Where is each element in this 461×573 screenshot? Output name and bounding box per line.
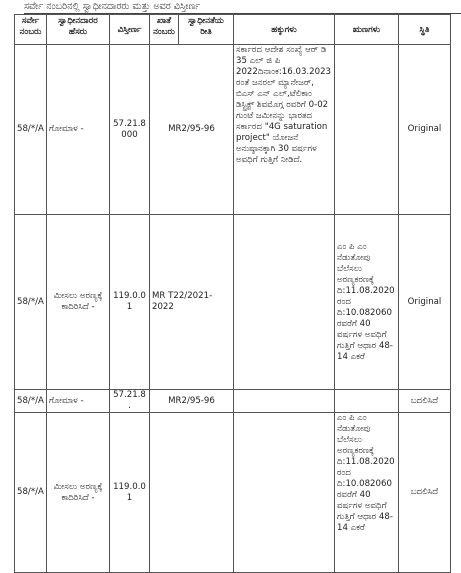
cell-holder-name: ಗೋಮಾಳ - — [47, 45, 110, 215]
cell-rights — [234, 413, 335, 573]
cell-extent: 119.0.0 1 — [110, 215, 150, 390]
cell-holder-name: ಮೀಸಲು ಅರಣ್ಯಕ್ಕೆ ಕಾದಿರಿಸಿದೆ - — [47, 215, 110, 390]
cell-khata-no: MR T22/2021-2022 — [150, 215, 234, 390]
cell-khata-no: MR2/95-96 — [150, 45, 234, 215]
cell-extent: 119.0.0 1 — [110, 413, 150, 573]
cell-khata-no: MR2/95-96 — [150, 390, 234, 413]
cell-khata-no — [150, 413, 234, 573]
cell-liabilities: ಎಂ ಪಿ ಎಂ ನೆಡುತೋಪು ಬೆಲೆಸಲು ಅರಣ್ಯಕರಣಕ್ಕೆ ದಿ:11.08.2020 ರಂದ ದಿ:10.082060 ರವರೆಗೆ 40 ವರ್ಷಗಳ ಅವಧಿಗೆ ಗುತ್ತಿಗೆ ಆಧಾರ 48-14 ಎಕರೆ — [335, 413, 399, 573]
cell-survey-no: 58/*/A — [15, 390, 47, 413]
header-survey-no: ಸರ್ವೇ ನಂಬರು — [15, 15, 47, 45]
table-row — [15, 45, 451, 215]
header-liabilities: ಋಣಗಳು — [335, 15, 399, 45]
header-holder-name: ಸ್ವಾಧೀನದಾರರ ಹೆಸರು — [47, 15, 110, 45]
cell-liabilities — [335, 390, 399, 413]
cell-extent: 57.21.8 . — [110, 390, 150, 413]
cell-status: Original — [399, 45, 451, 215]
header-khata-no: ಖಾತೆ ನಂಬರು — [150, 15, 179, 45]
cell-extent: 57.21.8 000 — [110, 45, 150, 215]
cell-rights: ಸರ್ಕಾರದ ಆದೇಶ ಸಂಖ್ಯೆ ಆರ್ ಡಿ 35 ಎಲ್ ಜಿ ಪಿ 2022ದಿನಾಂಕ:16.03.2023 ರಂತೆ ಜನರಲ್ ಮ್ಯಾನೇಜರ್, ಬಿಎಸ್ ಎನ್ ಎಲ್,ಟೆಲಿಕಾಂ ಡಿಸ್ಟ್ರಿಕ್ಟ್ ಶಿವಮೊಗ್ಗ ರವರಿಗೆ 0-02 ಗುಂಟೆ ಜಮೀನನ್ನು ಭಾರತದ ಸರ್ಕಾರದ "4G saturation project" ಯೋಜನೆ ಅನುಷ್ಠಾನಕ್ಕಾಗಿ 30 ವರ್ಷಗಳ ಅವಧಿಗೆ ಗುತ್ತಿಗೆ ನೀಡಿದೆ. — [234, 45, 335, 215]
cell-rights — [234, 215, 335, 390]
cell-status: Original — [399, 215, 451, 390]
header-rights: ಹಕ್ಕುಗಳು — [234, 15, 335, 45]
header-row — [15, 15, 451, 45]
table-row — [15, 390, 451, 413]
table-row — [15, 215, 451, 390]
header-mode: ಸ್ವಾಧೀನತೆಯ ರೀತಿ — [179, 15, 234, 45]
cell-status: ಬದಲಿಸಿದೆ — [399, 390, 451, 413]
cell-holder-name: ಗೋಮಾಳ - — [47, 390, 110, 413]
header-extent: ವಿಸ್ತೀರ್ಣ — [110, 15, 150, 45]
cell-survey-no: 58/*/A — [15, 413, 47, 573]
cell-holder-name: ಮೀಸಲು ಅರಣ್ಯಕ್ಕೆ ಕಾದಿರಿಸಿದೆ - — [47, 413, 110, 573]
cell-liabilities: ಎಂ ಪಿ ಎಂ ನೆಡುತೋಪು ಬೆಲೆಸಲು ಅರಣ್ಯಕರಣಕ್ಕೆ ದಿ:11.08.2020 ರಂದ ದಿ:10.082060 ರವರೆಗೆ 40 ವರ್ಷಗಳ ಅವಧಿಗೆ ಗುತ್ತಿಗೆ ಆಧಾರ 48-14 ಎಕರೆ — [335, 215, 399, 390]
cell-survey-no: 58/*/A — [15, 45, 47, 215]
cell-status: ಬದಲಿಸಿದೆ — [399, 413, 451, 573]
header-status: ಸ್ಥಿತಿ — [399, 15, 451, 45]
cell-survey-no: 58/*/A — [15, 215, 47, 390]
table-row — [15, 413, 451, 573]
table-caption: ಸರ್ವೇ ನಂಬರಿನಲ್ಲಿ ಸ್ವಾಧೀನದಾರರು ಮತ್ತು ಅವರ ವಿಸ್ತೀರ್ಣ — [24, 0, 461, 14]
cell-rights — [234, 390, 335, 413]
holders-table — [14, 14, 451, 573]
cell-liabilities — [335, 45, 399, 215]
